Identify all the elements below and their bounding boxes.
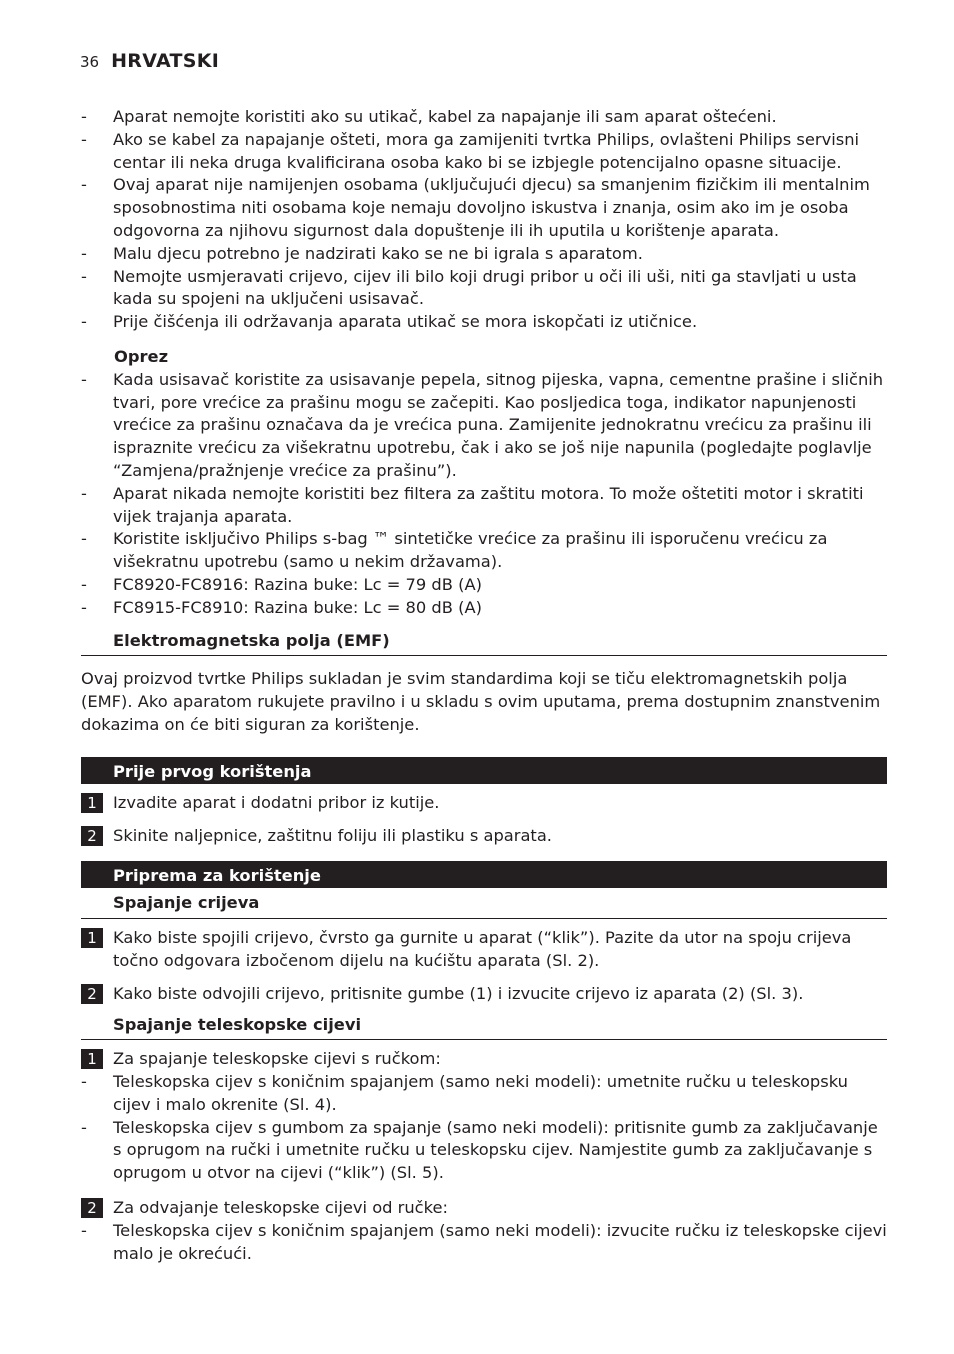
- emf-heading: Elektromagnetska polja (EMF): [81, 630, 887, 657]
- step-item: 1 Kako biste spojili crijevo, čvrsto ga gurnite u aparat (“klik”). Pazite da utor na spoju crijeva točno odgovara izbočenom dijelu na kućištu aparata (Sl. 2).: [81, 927, 887, 973]
- list-item: - Teleskopska cijev s gumbom za spajanje (samo neki modeli): pritisnite gumb za zaključavanje s oprugom na ručki i umetnite ručku u teleskopsku cijev. Namjestite gumb za zaključavanje s oprugom u otvor na cijevi (“klik”) (Sl. 5).: [81, 1117, 878, 1183]
- list-item: - Ovaj aparat nije namijenjen osobama (uključujući djecu) sa smanjenim fizičkim ili mentalnim sposobnostima niti osobama koje nemaju dovoljno iskustva i znanja, osim ako im je osoba odgovorna za njihovu sigurnost dala dopuštenje ili ih uputila u korištenje aparata.: [81, 175, 870, 240]
- tube-heading: Spajanje teleskopske cijevi: [81, 1014, 887, 1041]
- list-item: - Kada usisavač koristite za usisavanje pepela, sitnog pijeska, vapna, cementne prašine i sličnih tvari, pore vrećice za prašinu mogu se začepiti. Kao posljedica toga, indikator napunjenosti vrećice za prašinu označava da je vrećica puna. Zamijenite jednokratnu vrećicu za prašinu ili ispraznite vrećicu za višekratnu upotrebu, čak i ako se još nije napunila (pogledajte poglavlje “Zamjena/pražnjenje vrećice za prašinu”).: [81, 369, 884, 480]
- list-item: - Ako se kabel za napajanje ošteti, mora ga zamijeniti tvrtka Philips, ovlašteni Philips servisni centar ili neka druga kvalificirana osoba kako bi se izbjegle potencijalno opasne situacije.: [81, 129, 860, 172]
- list-item: - Nemojte usmjeravati crijevo, cijev ili bilo koji drugi pribor u oči ili uši, niti ga stavljati u usta kada su spojeni na uključeni usisavač.: [81, 266, 857, 309]
- step-number: 2: [81, 1198, 103, 1218]
- caution-list: [81, 369, 887, 620]
- caution-heading: Oprez: [114, 346, 169, 366]
- list-item: - FC8920-FC8916: Razina buke: Lc = 79 dB (A): [81, 574, 482, 594]
- preparation-heading: Priprema za korištenje: [81, 861, 887, 888]
- list-item: - Teleskopska cijev s koničnim spajanjem (samo neki modeli): umetnite ručku u teleskopsku cijev i malo okrenite (Sl. 4).: [81, 1072, 848, 1114]
- step-number: 2: [81, 984, 103, 1004]
- step-number: 1: [81, 793, 103, 813]
- first-use-heading: Prije prvog korištenja: [81, 757, 887, 784]
- list-item: - Teleskopska cijev s koničnim spajanjem (samo neki modeli): izvucite ručku iz teleskopske cijevi malo je okrećući.: [81, 1220, 887, 1263]
- list-item: - FC8915-FC8910: Razina buke: Lc = 80 dB (A): [81, 597, 482, 617]
- step-number: 1: [81, 1049, 103, 1069]
- step-number: 1: [81, 928, 103, 948]
- step-item: 1 Za spajanje teleskopske cijevi s ručkom:: [81, 1048, 887, 1071]
- list-item: - Koristite isključivo Philips s-bag ™ sintetičke vrećice za prašinu ili isporučenu vrećicu za višekratnu upotrebu (samo u nekim državama).: [81, 529, 828, 572]
- page-header: [80, 50, 219, 72]
- list-item: - Prije čišćenja ili održavanja aparata utikač se mora iskopčati iz utičnice.: [81, 312, 698, 332]
- page-number: 36: [80, 53, 100, 71]
- step-item: 2 Kako biste odvojili crijevo, pritisnite gumbe (1) i izvucite crijevo iz aparata (2) (Sl. 3).: [81, 983, 887, 1006]
- list-item: - Aparat nemojte koristiti ako su utikač, kabel za napajanje ili sam aparat oštećeni.: [81, 107, 777, 126]
- safety-list: [81, 106, 887, 334]
- step-number: 2: [81, 826, 103, 846]
- emf-paragraph: Ovaj proizvod tvrtke Philips sukladan je svim standardima koji se tiču elektromagnetskih polja (EMF). Ako aparatom rukujete pravilno i u skladu s ovim uputama, prema dostupnim znanstvenim dokazima on će biti siguran za korištenje.: [81, 669, 881, 734]
- step-item: 1 Izvadite aparat i dodatni pribor iz kutije.: [81, 792, 887, 815]
- step-item: 2 Skinite naljepnice, zaštitnu foliju ili plastiku s aparata.: [81, 825, 887, 848]
- hose-heading: Spajanje crijeva: [81, 892, 887, 919]
- list-item: - Malu djecu potrebno je nadzirati kako se ne bi igrala s aparatom.: [81, 243, 643, 263]
- page-content: [81, 106, 887, 1265]
- language-title: HRVATSKI: [111, 50, 220, 72]
- step-item: 2 Za odvajanje teleskopske cijevi od ručke:: [81, 1197, 887, 1220]
- list-item: - Aparat nikada nemojte koristiti bez filtera za zaštitu motora. To može oštetiti motor i skratiti vijek trajanja aparata.: [81, 483, 864, 526]
